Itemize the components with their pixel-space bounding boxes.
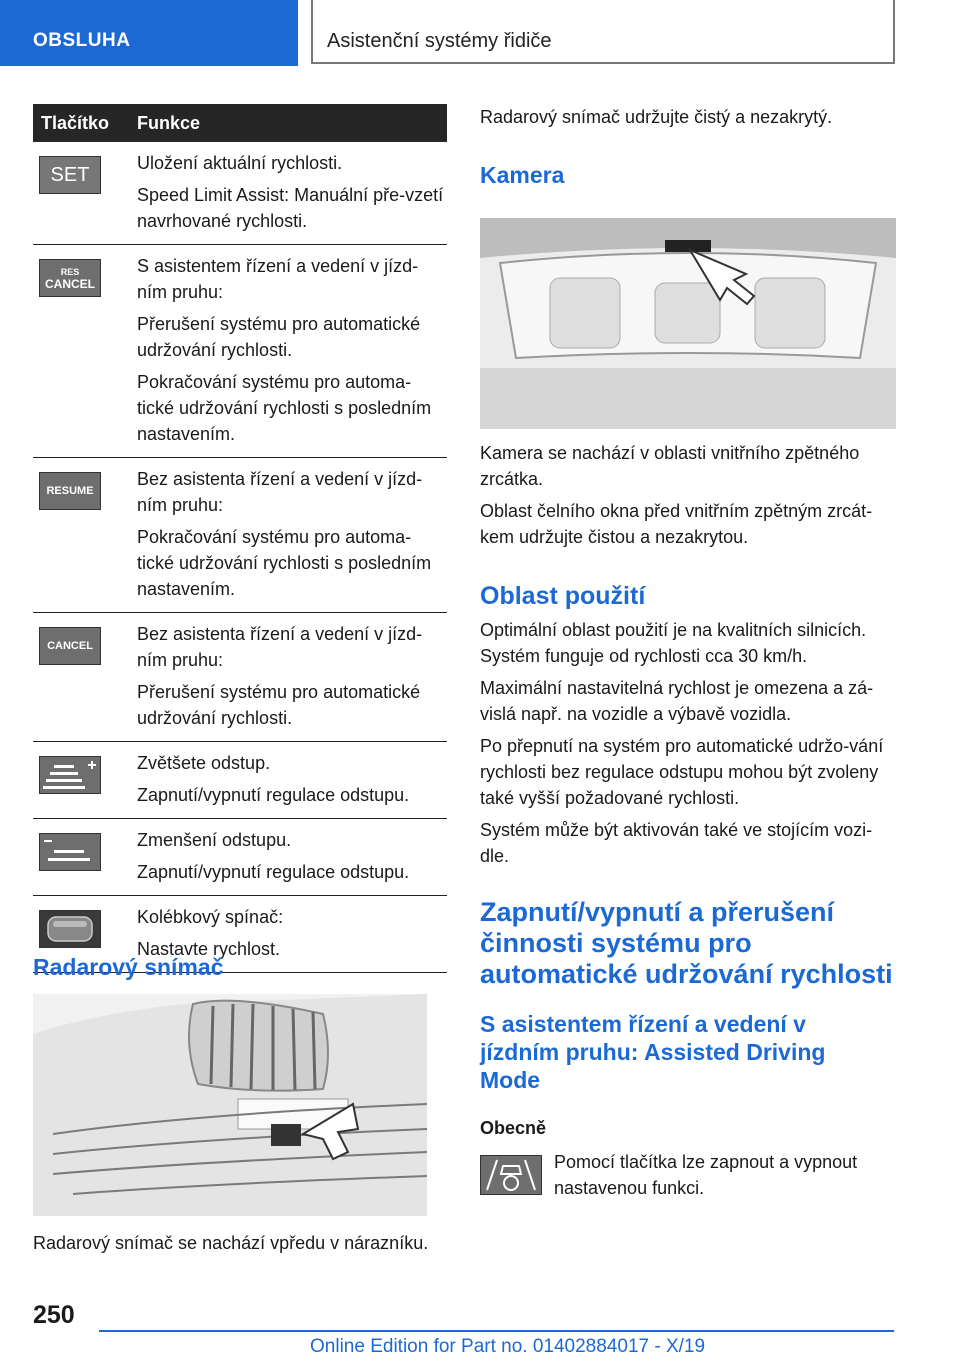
row-text: Pokračování systému pro automa-tické udržování rychlosti s posledním nastavením. xyxy=(137,527,432,599)
radar-section-title: Radarový snímač xyxy=(33,954,224,980)
usage-text-1: Optimální oblast použití je na kvalitních silnicích. Systém funguje od rychlosti cca 30 km/h. xyxy=(480,620,867,666)
rocker-switch-icon xyxy=(39,910,101,948)
table-header-row xyxy=(33,104,447,142)
general-text: Pomocí tlačítka lze zapnout a vypnout nastavenou funkci. xyxy=(554,1152,858,1198)
row-text: Bez asistenta řízení a vedení v jízd-ním pruhu: xyxy=(137,469,423,515)
row-text: Pokračování systému pro automa-tické udržování rychlosti s posledním nastavením. xyxy=(137,372,432,444)
button-function-table xyxy=(33,104,447,973)
row-text: Uložení aktuální rychlosti. xyxy=(137,153,343,173)
page-number: 250 xyxy=(33,1301,75,1329)
footer-rule xyxy=(99,1330,894,1332)
general-row xyxy=(480,1149,896,1209)
camera-text-2: Oblast čelního okna před vnitřním zpětným zrcát-kem udržujte čistou a nezakrytou. xyxy=(480,501,873,547)
row-text: Bez asistenta řízení a vedení v jízd-ním pruhu: xyxy=(137,624,423,670)
res-cancel-button-icon: RES CANCEL xyxy=(39,259,101,297)
distance-increase-icon xyxy=(39,756,101,794)
section-label: OBSLUHA xyxy=(33,30,131,51)
chapter-title-box xyxy=(311,0,895,64)
row-text: Přerušení systému pro automatické udržování rychlosti. xyxy=(137,682,421,728)
row-text: Zmenšení odstupu. xyxy=(137,830,292,850)
col-header-function: Funkce xyxy=(137,104,447,142)
chapter-title: Asistenční systémy řidiče xyxy=(327,30,552,52)
footer-edition: Online Edition for Part no. 01402884017 - X/19 xyxy=(310,1336,706,1357)
row-text: Speed Limit Assist: Manuální pře-vzetí navrhované rychlosti. xyxy=(137,185,444,231)
row-text: Zvětšete odstup. xyxy=(137,753,271,773)
radar-note: Radarový snímač udržujte čistý a nezakrytý. xyxy=(480,107,833,127)
usage-text-4: Systém může být aktivován také ve stojícím vozi-dle. xyxy=(480,820,873,866)
row-text: Kolébkový spínač: xyxy=(137,907,284,927)
cancel-button-icon: CANCEL xyxy=(39,627,101,665)
camera-image xyxy=(480,218,896,429)
right-column xyxy=(480,104,896,189)
usage-text-3: Po přepnutí na systém pro automatické udržo-vání rychlosti bez regulace odstupu mohou být zvoleny také vyšší požadované rychlosti. xyxy=(480,736,884,808)
distance-decrease-icon xyxy=(39,833,101,871)
general-heading: Obecně xyxy=(480,1118,547,1138)
page-header xyxy=(0,0,960,66)
radar-caption: Radarový snímač se nachází vpředu v nárazníku. xyxy=(33,1233,429,1253)
table-row xyxy=(33,819,447,896)
set-button-icon: SET xyxy=(39,156,101,194)
onoff-section-title: Zapnutí/vypnutí a přerušení činnosti systému pro automatické udržování rychlosti xyxy=(480,897,893,989)
table-row xyxy=(33,245,447,458)
table-row xyxy=(33,742,447,819)
table-row xyxy=(33,142,447,245)
camera-section-title: Kamera xyxy=(480,162,565,188)
usage-text-2: Maximální nastavitelná rychlost je omezena a zá-vislá např. na vozidle a výbavě vozidla. xyxy=(480,678,874,724)
row-text: S asistentem řízení a vedení v jízd-ním pruhu: xyxy=(137,256,419,302)
radar-sensor-image xyxy=(33,994,427,1216)
row-text: Nastavte rychlost. xyxy=(137,939,281,959)
row-text: Zapnutí/vypnutí regulace odstupu. xyxy=(137,785,410,805)
row-text: Přerušení systému pro automatické udržování rychlosti. xyxy=(137,314,421,360)
left-column xyxy=(33,104,447,973)
camera-text-1: Kamera se nachází v oblasti vnitřního zpětného zrcátka. xyxy=(480,443,860,489)
assisted-driving-button-icon xyxy=(480,1155,542,1195)
assist-section-title: S asistentem řízení a vedení v jízdním pruhu: Assisted Driving Mode xyxy=(480,1011,826,1093)
col-header-button: Tlačítko xyxy=(33,104,137,142)
right-column-lower xyxy=(480,440,896,1209)
section-tab xyxy=(0,0,298,66)
table-row xyxy=(33,458,447,613)
row-text: Zapnutí/vypnutí regulace odstupu. xyxy=(137,862,410,882)
table-row xyxy=(33,613,447,742)
resume-button-icon: RESUME xyxy=(39,472,101,510)
usage-section-title: Oblast použití xyxy=(480,582,646,610)
